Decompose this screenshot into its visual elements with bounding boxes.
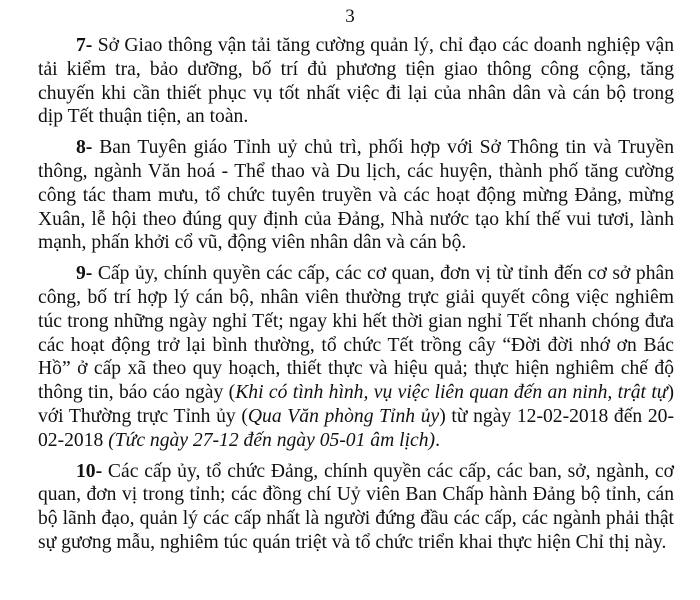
italic-note-office: Qua Văn phòng Tỉnh ủy: [247, 405, 440, 427]
item-number: 9-: [76, 263, 93, 285]
italic-note-lunar-dates: (Tức ngày 27-12 đến ngày 05-01 âm lịch): [108, 429, 436, 451]
paragraph-text: Ban Tuyên giáo Tỉnh uỷ chủ trì, phối hợp với Sở Thông tin và Truyền thông, ngành Văn hoá - Thể thao và Du lịch, các huyện, thành phố tăng cường công tác tham mưu, tổ chức tuyên truyền và các hoạt động mừng Đảng, mừng Xuân, lễ hội theo đúng quy định của Đảng, Nhà nước tạo khí thế vui tươi, lành mạnh, phấn khởi cổ vũ, động viên nhân dân và cán bộ.: [38, 137, 674, 254]
paragraph-item-7: [38, 34, 674, 129]
document-body: [38, 34, 674, 562]
paragraph-text: Các cấp ủy, tổ chức Đảng, chính quyền các cấp, các ban, sở, ngành, cơ quan, đơn vị trong tỉnh; các đồng chí Uỷ viên Ban Chấp hành Đảng bộ tỉnh, cán bộ lãnh đạo, quản lý các cấp nhất là người đứng đầu các cấp, các ngành phải thật sự gương mẫu, nghiêm túc quán triệt và tổ chức triển khai thực hiện Chỉ thị này.: [38, 460, 674, 553]
paragraph-item-8: [38, 136, 674, 255]
item-number: 10-: [76, 460, 103, 482]
paragraph-text: Sở Giao thông vận tải tăng cường quản lý, chỉ đạo các doanh nghiệp vận tải kiểm tra, bảo dưỡng, bố trí đủ phương tiện giao thông công cộng, tăng chuyến khi cần thiết phục vụ tốt nhất việc đi lại của nhân dân và cán bộ trong dịp Tết thuận tiện, an toàn.: [38, 35, 674, 128]
paragraph-item-10: [38, 460, 674, 555]
paragraph-text: ) với Thường trực Tỉnh ủy (: [38, 382, 674, 427]
item-number: 8-: [76, 137, 93, 159]
item-number: 7-: [76, 35, 93, 56]
paragraph-text: ) từ ngày 12-02-2018 đến 20-02-2018: [38, 405, 674, 451]
paragraph-item-9: [38, 262, 674, 452]
paragraph-text: Cấp ủy, chính quyền các cấp, các cơ quan, đơn vị từ tỉnh đến cơ sở phân công, bố trí hợp lý cán bộ, nhân viên thường trực giải quyết công việc nghiêm túc trong những ngày nghỉ Tết; ngay khi hết thời gian nghỉ Tết nhanh chóng đưa các hoạt động trở lại bình thường, tổ chức Tết trồng cây “Đời đời nhớ ơn Bác Hồ” ở cấp xã theo quy hoạch, thiết thực và hiệu quả; thực hiện nghiêm chế độ thông tin, báo cáo ngày (: [38, 263, 674, 404]
paragraph-text: .: [435, 429, 440, 451]
italic-note-security: Khi có tình hình, vụ việc liên quan đến an ninh, trật tự: [235, 382, 668, 404]
page-number: 3: [345, 6, 355, 27]
